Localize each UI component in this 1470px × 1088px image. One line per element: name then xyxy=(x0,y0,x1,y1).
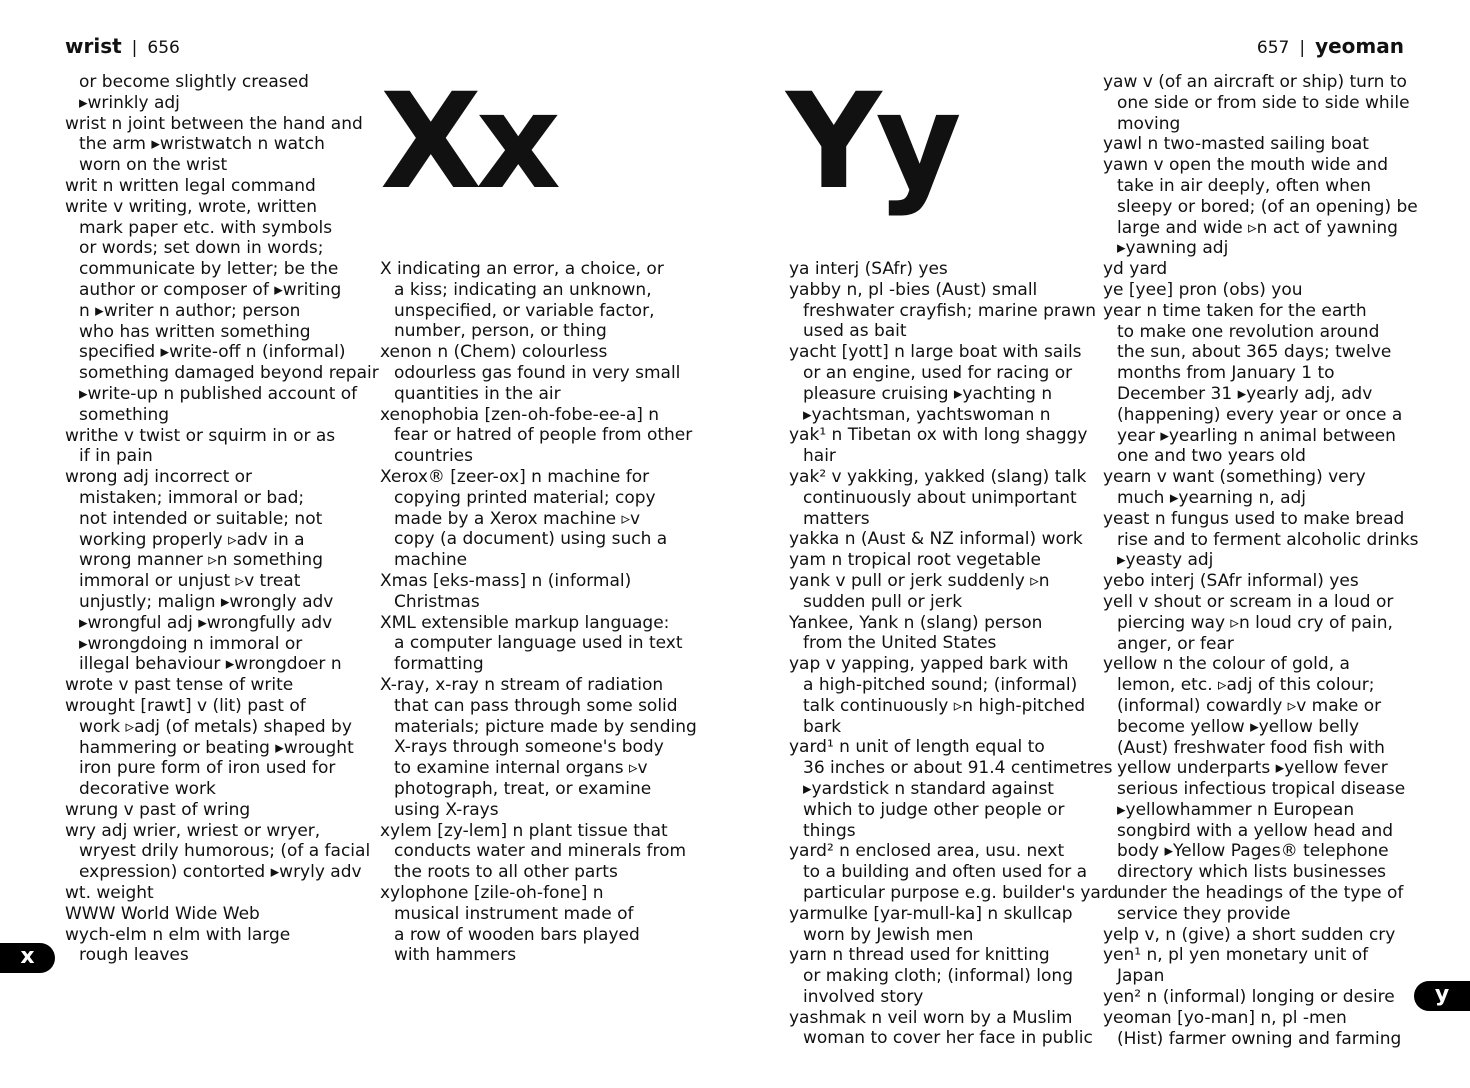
entry-line: under the headings of the type of xyxy=(1117,883,1404,904)
headword-line: Yankee, Yank n (slang) person xyxy=(789,612,1043,633)
entry-line: author or composer of ▸writing xyxy=(79,279,342,300)
headword-line: yank v pull or jerk suddenly ▹n xyxy=(789,570,1050,591)
entry-line: work ▹adj (of metals) shaped by xyxy=(79,716,352,737)
headword-line: yap v yapping, yapped bark with xyxy=(789,654,1069,675)
headword-line: yakka n (Aust & NZ informal) work xyxy=(789,529,1083,550)
entry-line: ▸yeasty adj xyxy=(1117,550,1214,571)
headword-line: yard¹ n unit of length equal to xyxy=(789,737,1045,758)
guide-word-right: yeoman xyxy=(1315,34,1404,58)
entry-line: ▸wrongdoing n immoral or xyxy=(79,633,303,654)
entry-line: ▸yellowhammer n European xyxy=(1117,799,1355,820)
headword-line: write v writing, wrote, written xyxy=(65,196,318,217)
headword-line: xenon n (Chem) colourless xyxy=(380,342,608,363)
entry-line: songbird with a yellow head and xyxy=(1117,820,1394,841)
column-3 xyxy=(789,259,1119,1049)
entry-line: iron pure form of iron used for xyxy=(79,758,336,779)
entry-line: Japan xyxy=(1117,966,1165,987)
headword-line: yeoman [yo-man] n, pl -men xyxy=(1103,1007,1347,1028)
headword-line: yaw v (of an aircraft or ship) turn to xyxy=(1103,72,1407,92)
entry-line: a kiss; indicating an unknown, xyxy=(394,279,652,300)
entry-line: mistaken; immoral or bad; xyxy=(79,487,305,508)
entry-line: ▸yachtsman, yachtswoman n xyxy=(803,404,1051,425)
entry-line: or making cloth; (informal) long xyxy=(803,966,1073,987)
page-number-right: 657 xyxy=(1256,38,1290,58)
entry-line: worn by Jewish men xyxy=(803,924,974,945)
entry-line: odourless gas found in very small xyxy=(394,362,681,383)
entry-line: quantities in the air xyxy=(394,383,561,404)
entry-line: fear or hatred of people from other xyxy=(394,425,693,446)
headword-line: yashmak n veil worn by a Muslim xyxy=(789,1007,1073,1028)
entry-line: moving xyxy=(1117,113,1181,134)
entry-line: the arm ▸wristwatch n watch xyxy=(79,134,325,155)
entry-line: ▸yawning adj xyxy=(1117,238,1229,259)
entry-line: wryest drily humorous; (of a facial xyxy=(79,841,371,862)
headword-line: WWW World Wide Web xyxy=(65,903,260,924)
entry-line: (Hist) farmer owning and farming xyxy=(1117,1028,1402,1049)
headword-line: yarmulke [yar-mull-ka] n skullcap xyxy=(789,903,1073,924)
headword-line: yard² n enclosed area, usu. next xyxy=(789,841,1065,862)
entry-line: to a building and often used for a xyxy=(803,862,1088,883)
entry-line: rough leaves xyxy=(79,945,189,966)
entry-line: decorative work xyxy=(79,779,216,800)
entry-line: involved story xyxy=(803,986,924,1007)
section-letter-y: Yy xyxy=(786,65,956,219)
headword-line: writhe v twist or squirm in or as xyxy=(65,425,336,446)
entry-line: one side or from side to side while xyxy=(1117,92,1410,113)
headword-line: xylophone [zile-oh-fone] n xyxy=(380,882,604,903)
headword-line: ye [yee] pron (obs) you xyxy=(1103,279,1303,300)
thumb-tab-x[interactable]: x xyxy=(0,943,55,973)
entry-line: something xyxy=(79,404,170,425)
entry-line: things xyxy=(803,820,856,841)
entry-line: a high-pitched sound; (informal) xyxy=(803,674,1078,695)
entry-line: conducts water and minerals from xyxy=(394,841,687,862)
entry-line: (Aust) freshwater food fish with xyxy=(1117,737,1385,758)
entry-line: pleasure cruising ▸yachting n xyxy=(803,383,1053,404)
entry-line: materials; picture made by sending xyxy=(394,716,697,737)
entry-line: one and two years old xyxy=(1117,446,1306,467)
running-head-right: 657 | yeoman xyxy=(1256,34,1404,58)
entry-line: not intended or suitable; not xyxy=(79,508,323,529)
entry-line: who has written something xyxy=(79,321,311,342)
entry-line: copying printed material; copy xyxy=(394,487,656,508)
headword-line: wrung v past of wring xyxy=(65,799,251,820)
headword-line: wt. weight xyxy=(65,883,154,904)
entry-line: lemon, etc. ▹adj of this colour; xyxy=(1117,675,1375,696)
entry-line: sudden pull or jerk xyxy=(803,591,963,612)
headword-line: xenophobia [zen-oh-fobe-ee-a] n xyxy=(380,404,660,425)
headword-line: yebo interj (SAfr informal) yes xyxy=(1103,571,1359,592)
entry-line: communicate by letter; be the xyxy=(79,259,339,280)
headword-line: wrist n joint between the hand and xyxy=(65,113,363,134)
headword-line: writ n written legal command xyxy=(65,175,316,196)
entry-line: with hammers xyxy=(394,945,517,966)
headword-line: Xmas [eks-mass] n (informal) xyxy=(380,570,632,591)
entry-line: year ▸yearling n animal between xyxy=(1117,425,1396,446)
thumb-tab-y[interactable]: y xyxy=(1414,981,1470,1011)
headword-line: wrote v past tense of write xyxy=(65,675,294,696)
entry-line: or words; set down in words; xyxy=(79,238,324,259)
entry-line: a row of wooden bars played xyxy=(394,924,640,945)
entry-line: ▸wrongful adj ▸wrongfully adv xyxy=(79,612,333,633)
entry-line: take in air deeply, often when xyxy=(1117,175,1372,196)
headword-line: yeast n fungus used to make bread xyxy=(1103,508,1405,529)
headword-line: ya interj (SAfr) yes xyxy=(789,259,948,279)
headword-line: yak¹ n Tibetan ox with long shaggy xyxy=(789,425,1088,446)
headword-line: yellow n the colour of gold, a xyxy=(1103,654,1350,675)
section-letter-x: Xx xyxy=(380,65,555,219)
entry-line: become yellow ▸yellow belly xyxy=(1117,716,1360,737)
entry-line: December 31 ▸yearly adj, adv xyxy=(1117,383,1373,404)
entry-line: which to judge other people or xyxy=(803,799,1065,820)
headword-line: yawn v open the mouth wide and xyxy=(1103,155,1388,176)
entry-line: or an engine, used for racing or xyxy=(803,362,1073,383)
entry-line: X-rays through someone's body xyxy=(394,737,664,758)
entry-line: serious infectious tropical disease xyxy=(1117,779,1406,800)
entry-line: unjustly; malign ▸wrongly adv xyxy=(79,591,334,612)
entry-line: wrong manner ▹n something xyxy=(79,550,323,571)
headword-line: yacht [yott] n large boat with sails xyxy=(789,342,1082,363)
headword-line: yen² n (informal) longing or desire xyxy=(1103,987,1395,1008)
headword-line: year n time taken for the earth xyxy=(1103,300,1367,321)
entry-line: to make one revolution around xyxy=(1117,321,1380,342)
headword-line: wry adj wrier, wriest or wryer, xyxy=(65,820,321,841)
headword-line: wych-elm n elm with large xyxy=(65,924,291,945)
entry-line: piercing way ▹n loud cry of pain, xyxy=(1117,612,1393,633)
column-2 xyxy=(380,259,697,966)
headword-line: XML extensible markup language: xyxy=(380,612,670,633)
entry-line: months from January 1 to xyxy=(1117,363,1335,384)
headword-line: yen¹ n, pl yen monetary unit of xyxy=(1103,945,1369,966)
column-1 xyxy=(65,72,379,966)
entry-line: talk continuously ▹n high-pitched xyxy=(803,695,1086,716)
entry-line: bark xyxy=(803,716,842,737)
entry-line: (informal) cowardly ▹v make or xyxy=(1117,695,1382,716)
entry-line: the roots to all other parts xyxy=(394,862,618,883)
headword-line: X-ray, x-ray n stream of radiation xyxy=(380,674,664,695)
entry-line: if in pain xyxy=(79,446,153,467)
entry-line: photograph, treat, or examine xyxy=(394,778,652,799)
headword-line: wrought [rawt] v (lit) past of xyxy=(65,695,306,716)
entry-line: yellow underparts ▸yellow fever xyxy=(1117,758,1388,779)
entry-line: particular purpose e.g. builder's yard xyxy=(803,882,1119,903)
entry-line: a computer language used in text xyxy=(394,633,683,654)
entry-line: ▸wrinkly adj xyxy=(79,92,180,113)
entry-line: (happening) every year or once a xyxy=(1117,404,1403,425)
entry-line: used as bait xyxy=(803,321,907,342)
entry-line: woman to cover her face in public xyxy=(803,1028,1093,1049)
entry-line: large and wide ▹n act of yawning xyxy=(1117,217,1398,238)
headword-line: yelp v, n (give) a short sudden cry xyxy=(1103,924,1396,945)
headword-line: yam n tropical root vegetable xyxy=(789,550,1042,571)
entry-line: n ▸writer n author; person xyxy=(79,300,301,321)
headword-line: wrong adj incorrect or xyxy=(65,467,253,488)
entry-line: formatting xyxy=(394,654,484,675)
entry-line: service they provide xyxy=(1117,903,1291,924)
page-number-left: 656 xyxy=(147,38,180,58)
headword-line: yell v shout or scream in a loud or xyxy=(1103,591,1394,612)
entry-line: mark paper etc. with symbols xyxy=(79,217,333,238)
entry-line: or become slightly creased xyxy=(79,72,309,92)
entry-line: directory which lists businesses xyxy=(1117,862,1387,883)
entry-line: specified ▸write-off n (informal) xyxy=(79,342,346,363)
entry-line: something damaged beyond repair xyxy=(79,363,379,384)
entry-line: unspecified, or variable factor, xyxy=(394,300,655,321)
headword-line: Xerox® [zeer-ox] n machine for xyxy=(380,466,650,487)
entry-line: freshwater crayfish; marine prawn xyxy=(803,300,1097,321)
entry-line: Christmas xyxy=(394,591,480,612)
entry-line: expression) contorted ▸wryly adv xyxy=(79,862,362,883)
entry-line: body ▸Yellow Pages® telephone xyxy=(1117,841,1389,862)
entry-line: from the United States xyxy=(803,633,997,654)
entry-line: hair xyxy=(803,446,836,467)
headword-line: yak² v yakking, yakked (slang) talk xyxy=(789,466,1087,487)
entry-line: working properly ▹adv in a xyxy=(79,529,305,550)
entry-line: continuously about unimportant xyxy=(803,487,1077,508)
entry-line: copy (a document) using such a xyxy=(394,529,668,550)
guide-word-left: wrist xyxy=(65,34,122,58)
entry-line: ▸yardstick n standard against xyxy=(803,778,1054,799)
entry-line: made by a Xerox machine ▹v xyxy=(394,508,641,529)
entry-line: 36 inches or about 91.4 centimetres xyxy=(803,758,1113,779)
entry-line: worn on the wrist xyxy=(79,155,228,176)
column-4 xyxy=(1103,72,1419,1049)
entry-line: machine xyxy=(394,550,468,571)
running-head-left: wrist | 656 xyxy=(65,34,180,58)
headword-line: yarn n thread used for knitting xyxy=(789,945,1050,966)
entry-line: sleepy or bored; (of an opening) be xyxy=(1117,196,1418,217)
entry-line: illegal behaviour ▸wrongdoer n xyxy=(79,654,342,675)
entry-line: musical instrument made of xyxy=(394,903,634,924)
entry-line: ▸write-up n published account of xyxy=(79,383,358,404)
entry-line: using X-rays xyxy=(394,799,499,820)
entry-line: matters xyxy=(803,508,870,529)
entry-line: to examine internal organs ▹v xyxy=(394,758,648,779)
entry-line: hammering or beating ▸wrought xyxy=(79,737,354,758)
entry-line: anger, or fear xyxy=(1117,633,1234,654)
headword-line: xylem [zy-lem] n plant tissue that xyxy=(380,820,668,841)
headword-line: yabby n, pl -bies (Aust) small xyxy=(789,279,1038,300)
headword-line: yawl n two-masted sailing boat xyxy=(1103,134,1369,155)
entry-line: much ▸yearning n, adj xyxy=(1117,487,1307,508)
entry-line: rise and to ferment alcoholic drinks xyxy=(1117,529,1419,550)
headword-line: yearn v want (something) very xyxy=(1103,467,1366,488)
headword-line: X indicating an error, a choice, or xyxy=(380,259,664,279)
entry-line: number, person, or thing xyxy=(394,321,607,342)
entry-line: immoral or unjust ▹v treat xyxy=(79,571,301,592)
headword-line: yd yard xyxy=(1103,259,1168,280)
entry-line: countries xyxy=(394,446,473,467)
entry-line: that can pass through some solid xyxy=(394,695,678,716)
entry-line: the sun, about 365 days; twelve xyxy=(1117,342,1392,363)
